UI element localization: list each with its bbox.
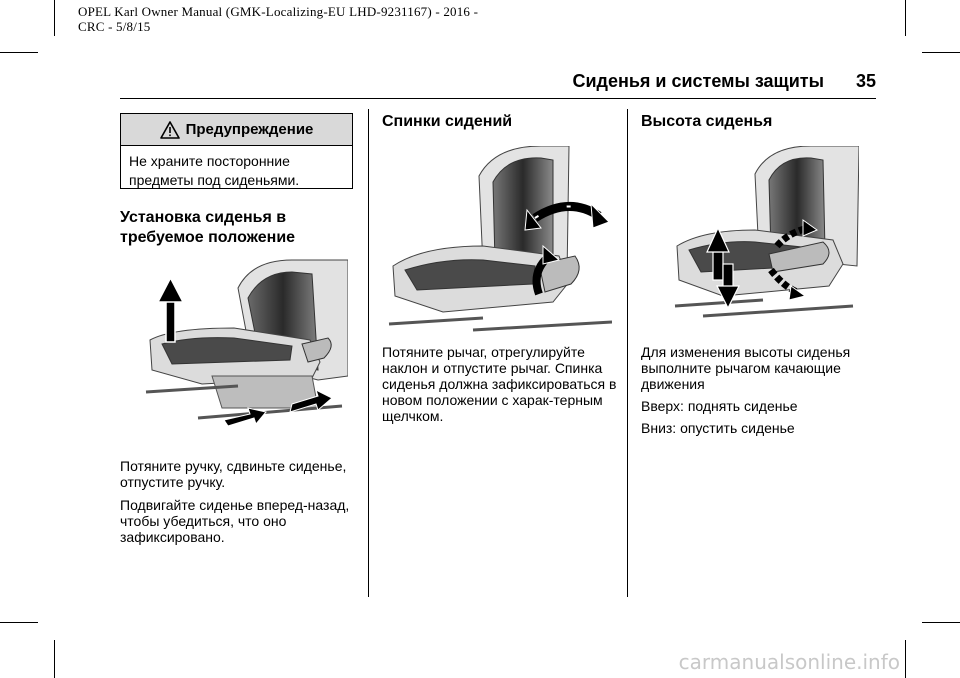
- crop-mark: [0, 622, 38, 623]
- document-meta: [78, 4, 538, 34]
- page-number: 35: [855, 71, 876, 91]
- crop-mark: [922, 622, 960, 623]
- seat-fore-aft-illustration: [142, 258, 348, 438]
- meta-line-2: CRC - 5/8/15: [78, 19, 151, 34]
- warning-box: [120, 113, 353, 189]
- warning-title: Предупреждение: [185, 121, 314, 138]
- crop-mark: [54, 0, 55, 36]
- chapter-title: Сиденья и системы защиты: [572, 71, 824, 91]
- column-divider: [368, 109, 369, 597]
- crop-mark: [0, 52, 38, 53]
- paragraph-seat-adjust-1: Потяните ручку, сдвиньте сиденье, отпустите ручку.: [120, 458, 347, 490]
- paragraph-seat-height-1: Для изменения высоты сиденья выполните рычагом качающие движения: [641, 344, 851, 392]
- paragraph-seat-height-up: Вверх: поднять сиденье: [641, 398, 798, 414]
- paragraph-seat-height-down: Вниз: опустить сиденье: [641, 420, 795, 436]
- header-rule: [120, 98, 876, 99]
- warning-header: [121, 114, 352, 146]
- crop-mark: [922, 52, 960, 53]
- paragraph-seat-adjust-2: Подвигайте сиденье вперед-назад, чтобы убедиться, что оно зафиксировано.: [120, 497, 350, 545]
- section-title-seat-height: Высота сиденья: [641, 113, 773, 130]
- crop-mark: [905, 0, 906, 36]
- site-watermark[interactable]: carmanualsonline.info: [678, 650, 900, 674]
- paragraph-seat-backs: Потяните рычаг, отрегулируйте наклон и отпустите рычаг. Спинка сиденья должна зафиксироваться в новом положении с харак-терным щелчком.: [382, 344, 617, 424]
- section-title-seat-backs: Спинки сидений: [382, 113, 513, 130]
- column-divider: [627, 109, 628, 597]
- seat-back-recline-illustration: [383, 146, 612, 334]
- meta-line-1: OPEL Karl Owner Manual (GMK-Localizing-EU LHD-9231167) - 2016 -: [78, 4, 479, 19]
- seat-height-illustration: [673, 146, 859, 322]
- warning-text: Не храните посторонние предметы под сиденьями.: [129, 153, 300, 188]
- crop-mark: [54, 640, 55, 678]
- crop-mark: [905, 640, 906, 678]
- section-title-seat-adjust: Установка сиденья в требуемое положение: [120, 209, 296, 246]
- warning-triangle-icon: [160, 121, 180, 139]
